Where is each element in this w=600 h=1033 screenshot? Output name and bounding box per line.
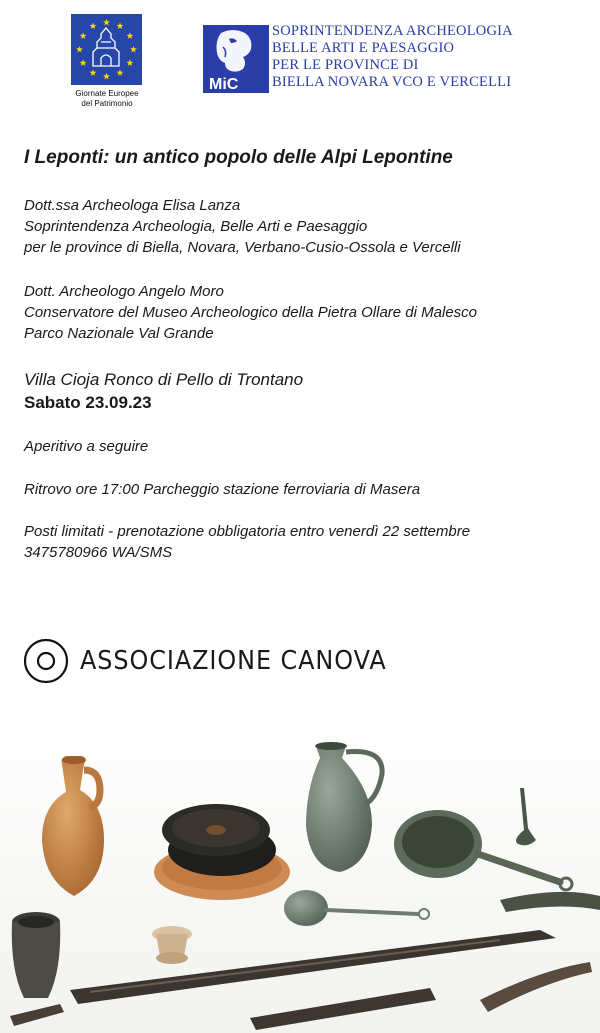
speaker-name: Dott.ssa Archeologa Elisa Lanza <box>24 197 241 214</box>
speaker-1 <box>24 195 461 258</box>
eu-caption-line: Giornate Europee <box>75 89 139 98</box>
event-date: Sabato 23.09.23 <box>24 393 152 412</box>
eu-logo-caption <box>62 89 152 109</box>
speaker-affiliation: Soprintendenza Archeologia, Belle Arti e Paesaggio <box>24 218 368 235</box>
event-venue: Villa Cioja Ronco di Pello di Trontano <box>24 370 304 389</box>
stone-spool <box>152 926 192 964</box>
speaker-2 <box>24 281 477 344</box>
eu-heritage-days-logo <box>71 14 142 85</box>
speaker-affiliation: per le province di Biella, Novara, Verbano-Cusio-Ossola e Vercelli <box>24 239 461 256</box>
association-name: ASSOCIAZIONE CANOVA <box>80 646 387 676</box>
speaker-name: Dott. Archeologo Angelo Moro <box>24 283 224 300</box>
booking-info <box>24 521 470 563</box>
eu-caption-line: del Patrimonio <box>81 99 133 108</box>
institution-line: BELLE ARTI E PAESAGGIO <box>272 40 455 56</box>
canova-logo-icon <box>22 637 70 685</box>
institution-line: BIELLA NOVARA VCO E VERCELLI <box>272 74 512 90</box>
booking-phone: 3475780966 WA/SMS <box>24 544 173 561</box>
speaker-affiliation: Parco Nazionale Val Grande <box>24 325 214 342</box>
booking-text: Posti limitati - prenotazione obbligatoria entro venerdì 22 settembre <box>24 523 471 540</box>
mic-logo <box>203 25 269 93</box>
speaker-affiliation: Conservatore del Museo Archeologico della Pietra Ollare di Malesco <box>24 304 478 321</box>
institution-line: SOPRINTENDENZA ARCHEOLOGIA <box>272 23 513 39</box>
institution-line: PER LE PROVINCE DI <box>272 57 419 73</box>
aperitivo-note: Aperitivo a seguire <box>24 438 149 455</box>
artifacts-photo <box>0 700 600 1033</box>
stone-beaker <box>12 912 61 998</box>
event-title: I Leponti: un antico popolo delle Alpi Lepontine <box>24 147 453 168</box>
institution-name <box>272 23 592 91</box>
mic-logo-text: MiC <box>209 76 239 93</box>
meeting-point: Ritrovo ore 17:00 Parcheggio stazione ferroviaria di Masera <box>24 481 421 498</box>
